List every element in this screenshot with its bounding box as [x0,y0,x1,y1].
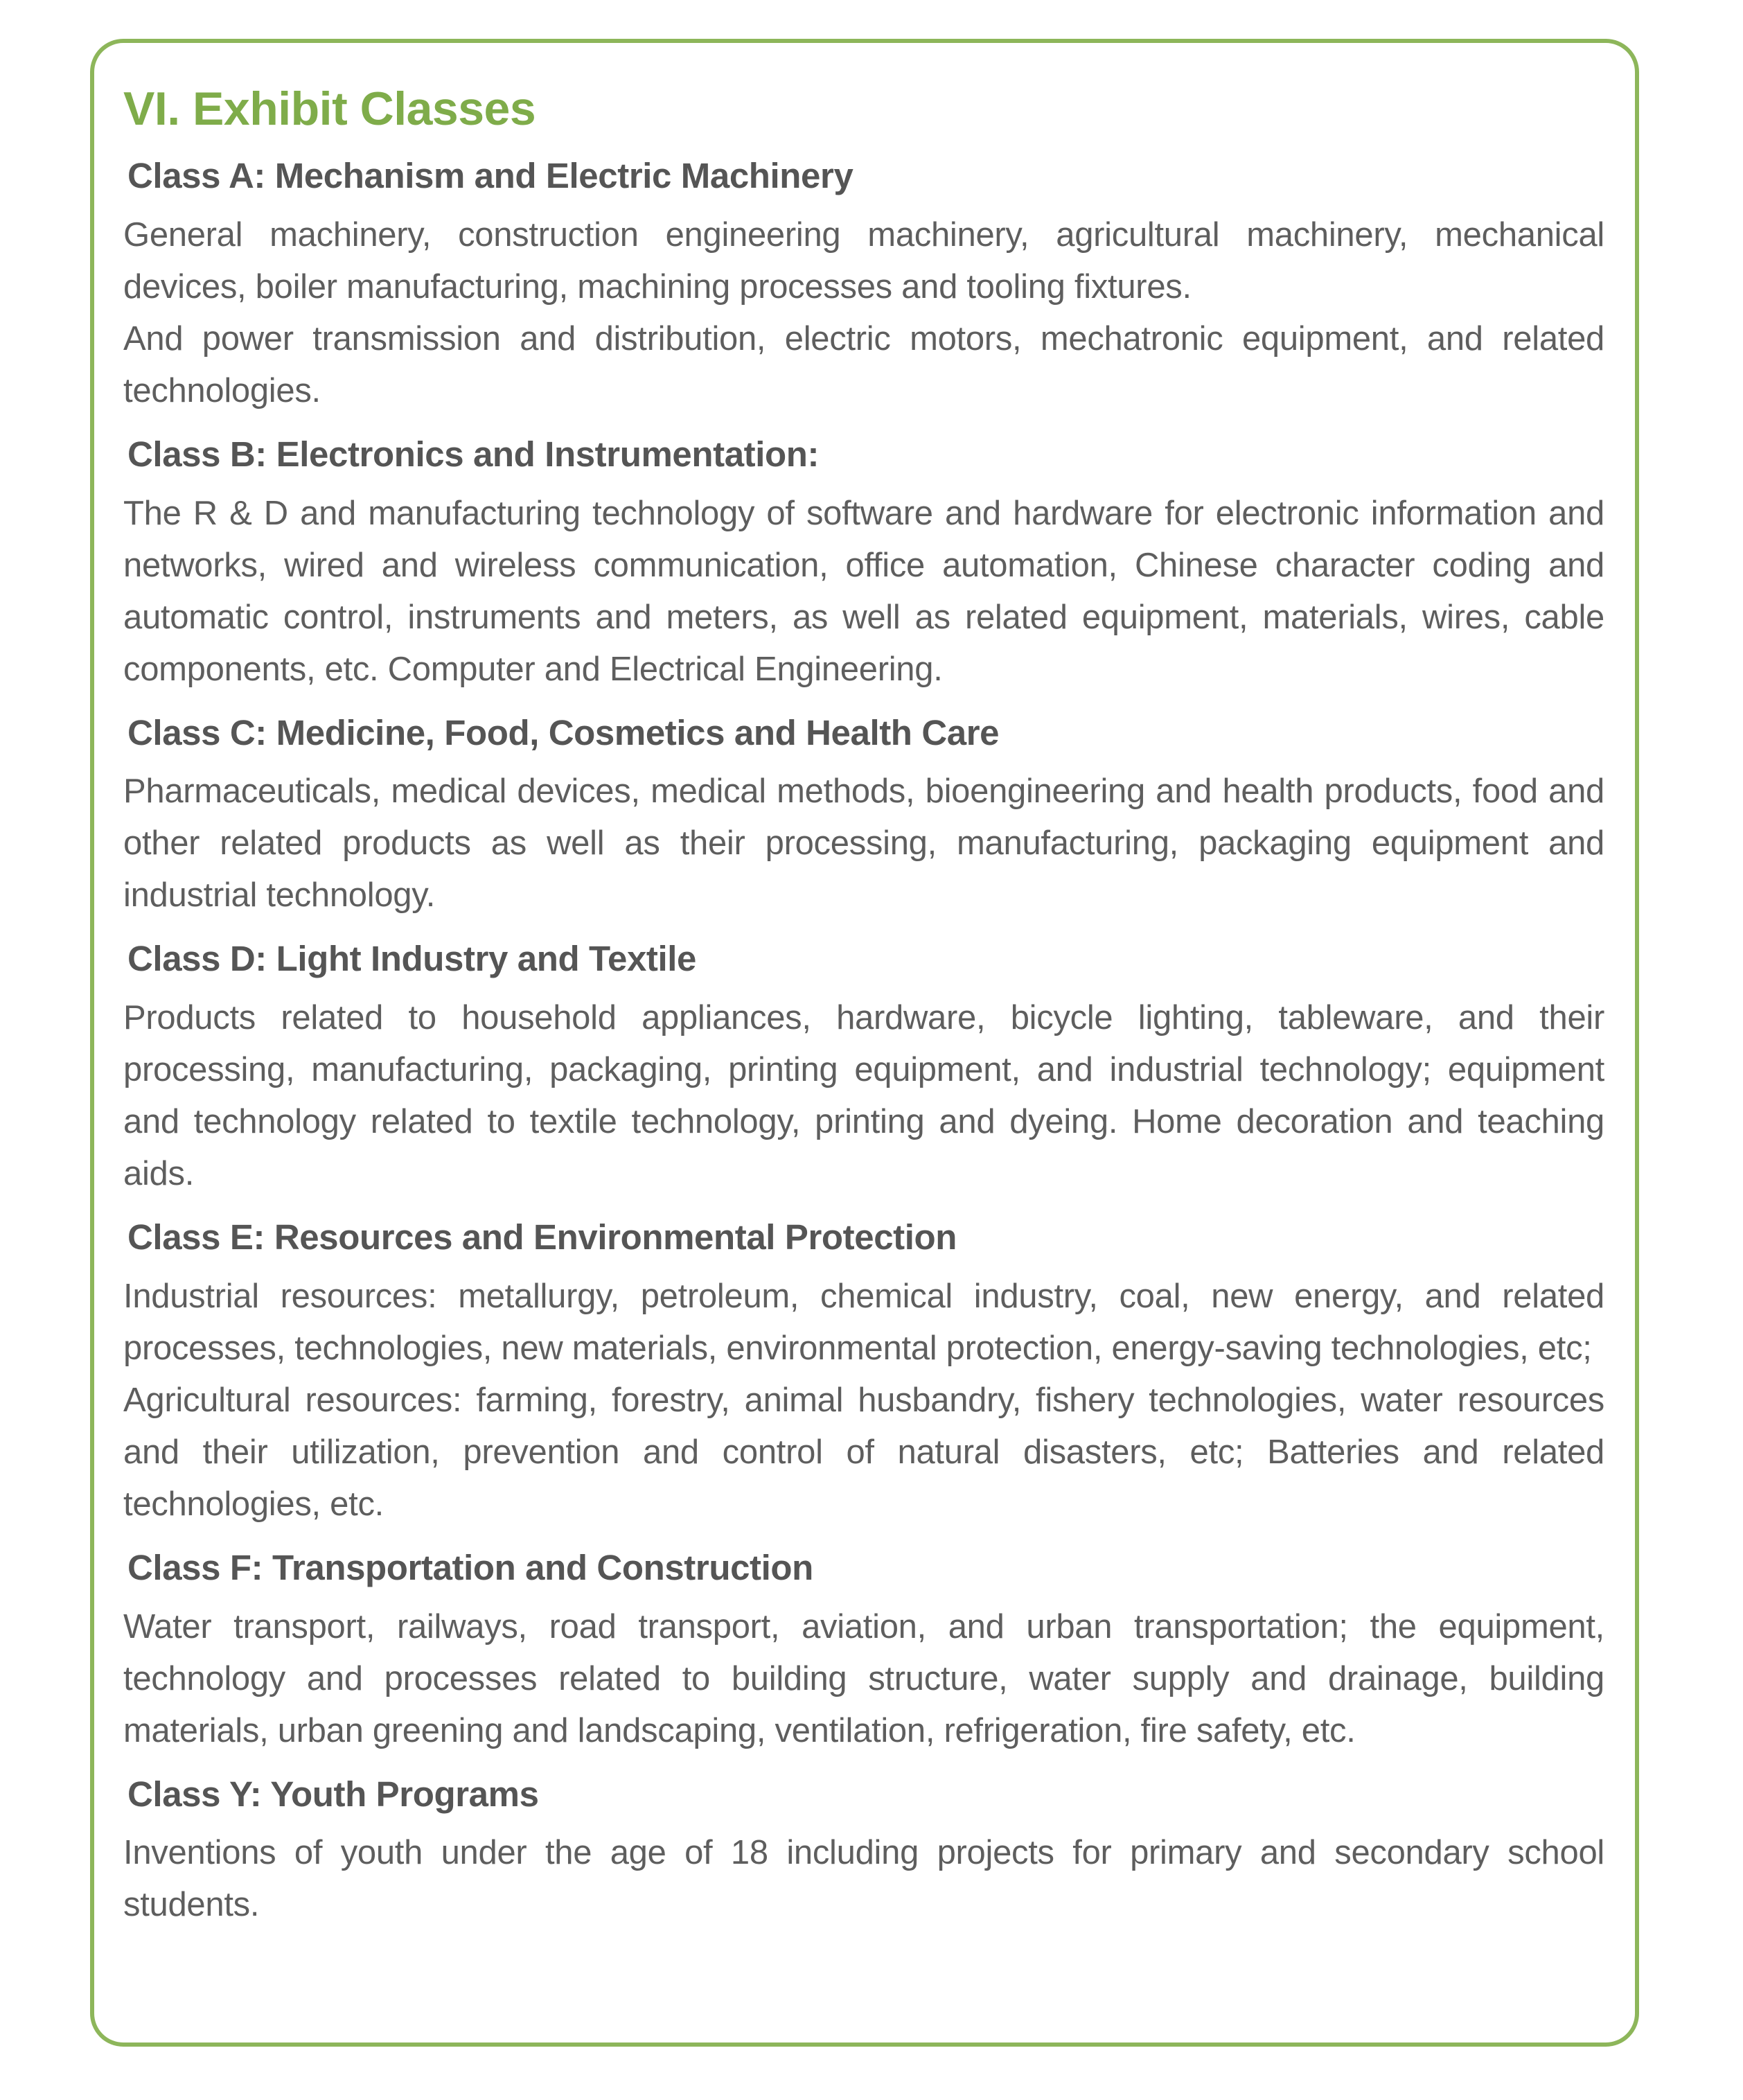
section-class-c [123,711,1604,922]
section-title: Class C: Medicine, Food, Cosmetics and Health Care [127,712,1000,752]
section-title: Class B: Electronics and Instrumentation: [127,434,820,474]
exhibit-classes-panel [90,39,1639,2047]
section-class-a [123,154,1604,417]
section-paragraph: Water transport, railways, road transport, aviation, and urban transportation; the equipment, technology and processes related to building structure, water supply and drainage, building materials, urban greening and landscaping, ventilation, refrigeration, fire safety, etc. [123,1607,1604,1749]
section-title: Class F: Transportation and Construction [127,1547,813,1587]
section-class-y [123,1772,1604,1932]
section-title: Class A: Mechanism and Electric Machinery [127,156,853,196]
section-paragraph: Agricultural resources: farming, forestry, animal husbandry, fishery technologies, water resources and their utilization, prevention and control of natural disasters, etc; Batteries and related technologies, etc. [123,1381,1604,1523]
section-paragraph: Products related to household appliances, hardware, bicycle lighting, tableware, and their processing, manufacturing, packaging, printing equipment, and industrial technology; equipment and technology related to textile technology, printing and dyeing. Home decoration and teaching aids. [123,999,1604,1193]
section-paragraph: General machinery, construction engineering machinery, agricultural machinery, mechanical devices, boiler manufacturing, machining processes and tooling fixtures. [123,215,1604,306]
section-class-d [123,937,1604,1200]
section-paragraph: The R & D and manufacturing technology of software and hardware for electronic information and networks, wired and wireless communication, office automation, Chinese character coding and automatic control, instruments and meters, as well as related equipment, materials, wires, cable components, etc. Computer and Electrical Engineering. [123,494,1604,688]
section-class-e [123,1215,1604,1530]
section-class-b [123,432,1604,696]
section-title: Class E: Resources and Environmental Protection [127,1217,957,1258]
section-class-f [123,1546,1604,1757]
section-title: Class Y: Youth Programs [127,1774,539,1814]
section-paragraph: Pharmaceuticals, medical devices, medical methods, bioengineering and health products, food and other related products as well as their processing, manufacturing, packaging equipment and industrial technology. [123,773,1604,915]
section-title: Class D: Light Industry and Textile [127,939,697,979]
page-title: VI. Exhibit Classes [123,82,536,135]
section-paragraph: Industrial resources: metallurgy, petroleum, chemical industry, coal, new energy, and related processes, technologies, new materials, environmental protection, energy-saving technologies, etc; [123,1277,1604,1367]
section-paragraph: Inventions of youth under the age of 18 including projects for primary and secondary school students. [123,1834,1604,1924]
section-paragraph: And power transmission and distribution, electric motors, mechatronic equipment, and related technologies. [123,319,1604,409]
